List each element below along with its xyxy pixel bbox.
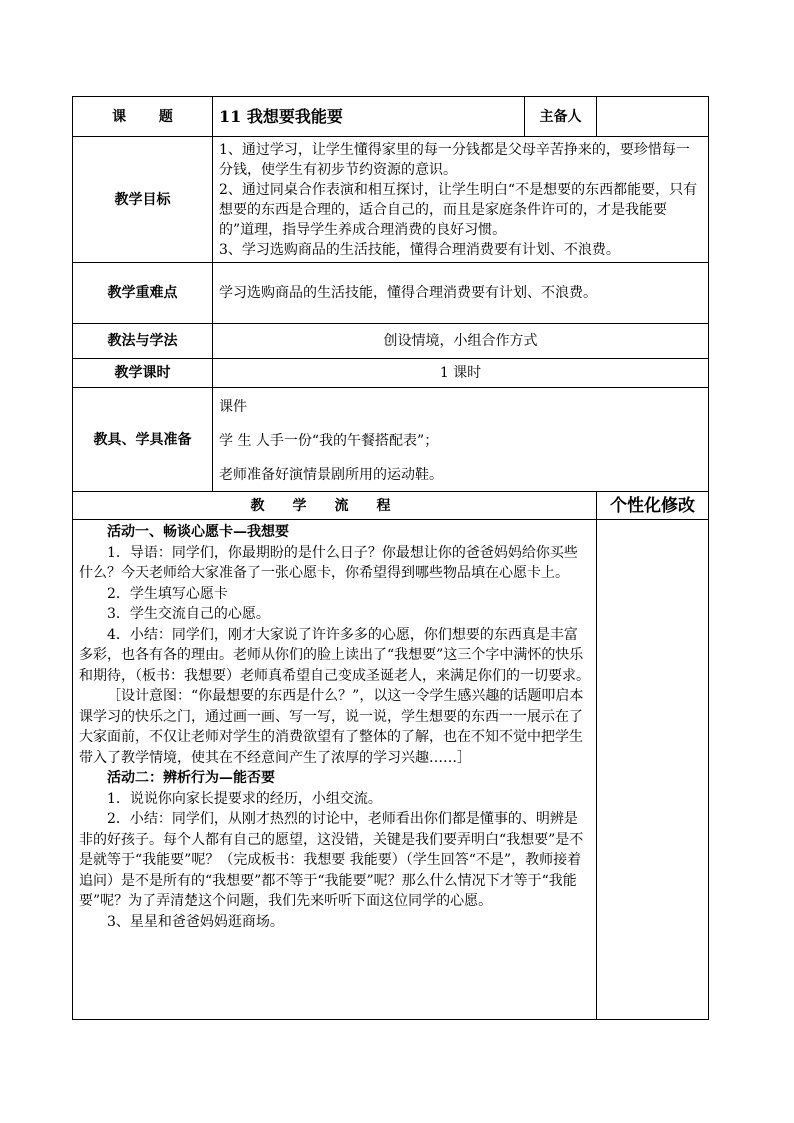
hours-label: 教学课时 xyxy=(73,359,213,388)
goal-item: 1、通过学习，让学生懂得家里的每一分钱都是父母辛苦挣来的，要珍惜每一分钱，使学生有初步节约资源的意识。 xyxy=(219,141,690,178)
flow-paragraph: 3、星星和爸爸妈妈逛商场。 xyxy=(107,913,284,930)
prep-label: 教具、学具准备 xyxy=(73,388,213,492)
title-row xyxy=(73,97,709,137)
flow-paragraph: 2．小结：同学们，从刚才热烈的讨论中，老师看出你们都是懂事的、明辨是非的好孩子。每个人都有自己的愿望，这没错，关键是我们要弄明白“我想要”是不是就等于“我能要”呢？（完成板书：我想要 我能要）（学生回答“不是”，教师接着追问）是不是所有的“我想要”都不等于“我能要”呢？那么什么情况下才等于“我能要”呢？为了弄清楚这个问题，我们先来听听下面这位同学的心愿。 xyxy=(79,811,584,909)
methods-row xyxy=(73,324,709,359)
lesson-plan-table xyxy=(72,96,709,1020)
flow-header-row xyxy=(73,492,709,520)
prep-line: 学 生 人手一份“我的午餐搭配表”； xyxy=(219,432,439,449)
goals-row xyxy=(73,137,709,263)
prep-line: 课件 xyxy=(219,398,247,415)
key-points-label: 教学重难点 xyxy=(73,263,213,324)
flow-paragraph: 3．学生交流自己的心愿。 xyxy=(107,606,270,622)
goals-label: 教学目标 xyxy=(73,137,213,263)
goal-item: 3、学习选购商品的生活技能，懂得合理消费要有计划、不浪费。 xyxy=(219,241,620,258)
methods-label: 教法与学法 xyxy=(73,324,213,359)
key-points-row xyxy=(73,263,709,324)
flow-paragraph: 2．学生填写心愿卡 xyxy=(107,585,228,602)
flow-paragraph: 4．小结：同学们，刚才大家说了许许多多的心愿，你们想要的东西真是丰富多彩，也各有各的理由。老师从你们的脸上读出了“我想要”这三个字中满怀的快乐和期待，（板书：我想要）老师真希望自己变成圣诞老人，来满足你们的一切要求。 xyxy=(79,626,590,684)
prep-row xyxy=(73,388,709,492)
flow-header: 教学流程 xyxy=(73,492,597,520)
flow-body-row xyxy=(73,520,709,1020)
activity-title: 活动一、畅谈心愿卡—我想要 xyxy=(107,524,289,540)
hours-value: 1 课时 xyxy=(213,359,709,388)
methods-value: 创设情境，小组合作方式 xyxy=(213,324,709,359)
flow-paragraph: 1．导语：同学们，你最期盼的是什么日子？你最想让你的爸爸妈妈给你买些什么？今天老师给大家准备了一张心愿卡，你希望得到哪些物品填在心愿卡上。 xyxy=(79,544,578,581)
key-points-value: 学习选购商品的生活技能，懂得合理消费要有计划、不浪费。 xyxy=(213,263,709,324)
title-label: 课 题 xyxy=(73,97,213,137)
prep-content xyxy=(213,388,709,492)
flow-paragraph: 1．说说你向家长提要求的经历，小组交流。 xyxy=(107,790,382,807)
hours-row xyxy=(73,359,709,388)
preparer-value xyxy=(597,97,709,137)
flow-content xyxy=(73,520,597,1020)
activity-title: 活动二：辨析行为—能否要 xyxy=(107,770,275,786)
goal-item: 2、通过同桌合作表演和相互探讨，让学生明白“不是想要的东西都能要，只有想要的东西是合理的，适合自己的，而且是家庭条件许可的，才是我能要的”道理，指导学生养成合理消费的良好习惯。 xyxy=(219,181,698,238)
custom-edit-cell xyxy=(597,520,709,1020)
prep-line: 老师准备好演情景剧所用的运动鞋。 xyxy=(219,466,443,483)
title-value: 11 我想要我能要 xyxy=(213,97,525,137)
preparer-label: 主备人 xyxy=(525,97,597,137)
goals-content xyxy=(213,137,709,263)
design-intent: ［设计意图：“你最想要的东西是什么？”，以这一令学生感兴趣的话题叩启本课学习的快乐之门，通过画一画、写一写，说一说，学生想要的东西一一展示在了大家面前，不仅让老师对学生的消费欲望有了整体的了解，也在不知不觉中把学生带入了教学情境，使其在不经意间产生了浓厚的学习兴趣……］ xyxy=(79,688,584,766)
custom-header: 个性化修改 xyxy=(597,492,709,520)
